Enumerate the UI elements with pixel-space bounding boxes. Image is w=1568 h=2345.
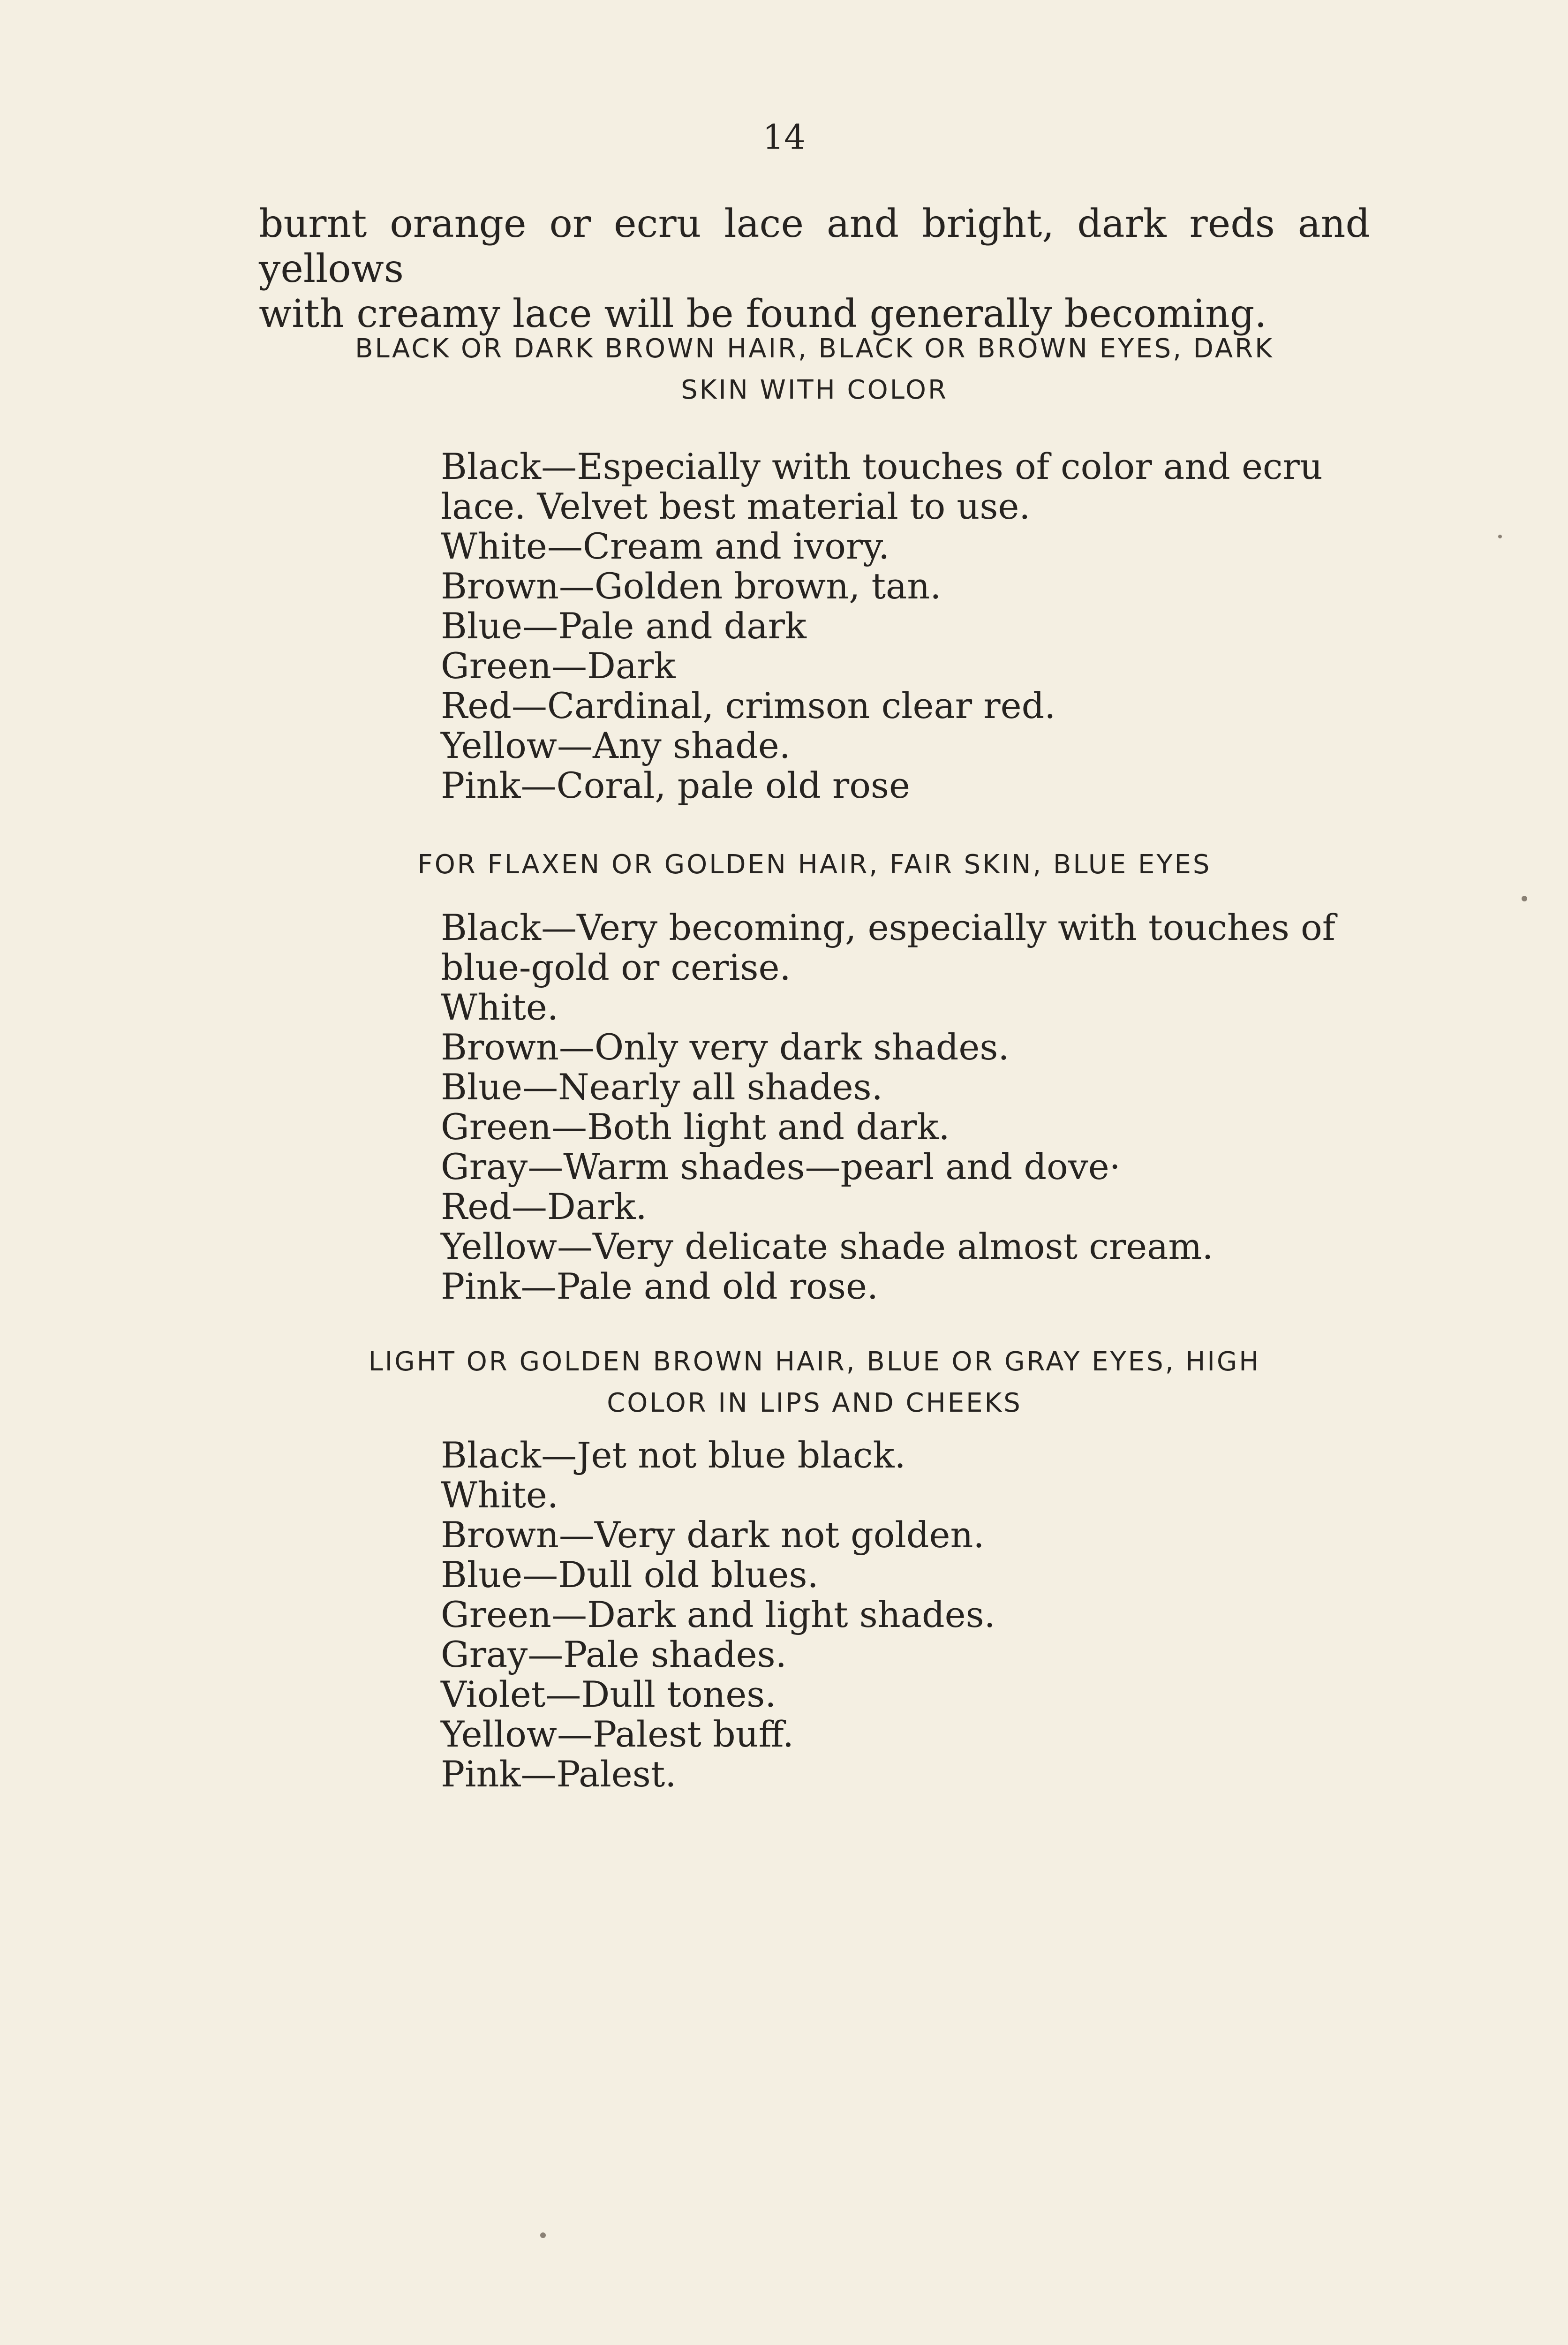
list-item: Brown—Golden brown, tan. [441, 565, 942, 607]
list-item: Pink—Coral, pale old rose [441, 764, 910, 806]
color-list-dark-hair [441, 446, 1374, 805]
list-item: Red—Cardinal, crimson clear red. [441, 685, 1056, 726]
list-item: White—Cream and ivory. [441, 525, 890, 567]
list-item: Blue—Nearly all shades. [441, 1066, 883, 1108]
intro-line: with creamy lace will be found generally becoming. [259, 292, 1267, 336]
list-item: Red—Dark. [441, 1186, 647, 1227]
list-item: Gray—Pale shades. [441, 1634, 787, 1675]
section-heading-line: COLOR IN LIPS AND CHEEKS [607, 1388, 1022, 1418]
color-list-flaxen-hair [441, 908, 1374, 1306]
section-heading-flaxen-hair [259, 844, 1370, 885]
list-item-continuation: lace. Velvet best material to use. [441, 485, 1031, 527]
section-heading-line: BLACK OR DARK BROWN HAIR, BLACK OR BROWN EYES, DARK [355, 333, 1274, 364]
page-number: 14 [762, 117, 806, 157]
paper-speck [540, 2232, 546, 2238]
list-item: Green—Both light and dark. [441, 1106, 950, 1148]
list-item: Black—Jet not blue black. [441, 1434, 906, 1476]
list-item: Gray—Warm shades—pearl and dove· [441, 1146, 1121, 1188]
intro-paragraph [259, 202, 1370, 337]
list-item: Pink—Pale and old rose. [441, 1265, 879, 1307]
paper-speck [1498, 535, 1502, 538]
list-item: White. [441, 986, 559, 1028]
section-heading-dark-hair [259, 328, 1370, 411]
section-heading-line: LIGHT OR GOLDEN BROWN HAIR, BLUE OR GRAY EYES, HIGH [368, 1346, 1261, 1377]
section-heading-line: FOR FLAXEN OR GOLDEN HAIR, FAIR SKIN, BLUE EYES [417, 849, 1212, 880]
list-item: Yellow—Palest buff. [441, 1713, 794, 1755]
list-item: Blue—Pale and dark [441, 605, 807, 647]
list-item: White. [441, 1474, 559, 1516]
list-item: Green—Dark [441, 645, 676, 687]
list-item-continuation: blue-gold or cerise. [441, 946, 791, 988]
color-list-golden-brown-hair [441, 1435, 1374, 1794]
section-heading-golden-brown-hair [259, 1341, 1370, 1424]
list-item: Green—Dark and light shades. [441, 1594, 995, 1635]
paper-speck [1522, 896, 1527, 901]
section-heading-line: SKIN WITH COLOR [681, 375, 948, 405]
list-item: Brown—Very dark not golden. [441, 1514, 985, 1556]
list-item: Yellow—Very delicate shade almost cream. [441, 1225, 1214, 1267]
list-item: Pink—Palest. [441, 1753, 677, 1795]
list-item: Violet—Dull tones. [441, 1673, 776, 1715]
list-item: Black—Very becoming, especially with touches of [441, 907, 1335, 948]
intro-line: burnt orange or ecru lace and bright, dark reds and yellows [259, 202, 1370, 291]
list-item: Yellow—Any shade. [441, 725, 791, 766]
list-item: Blue—Dull old blues. [441, 1554, 819, 1596]
list-item: Black—Especially with touches of color and ecru [441, 446, 1323, 487]
list-item: Brown—Only very dark shades. [441, 1026, 1010, 1068]
